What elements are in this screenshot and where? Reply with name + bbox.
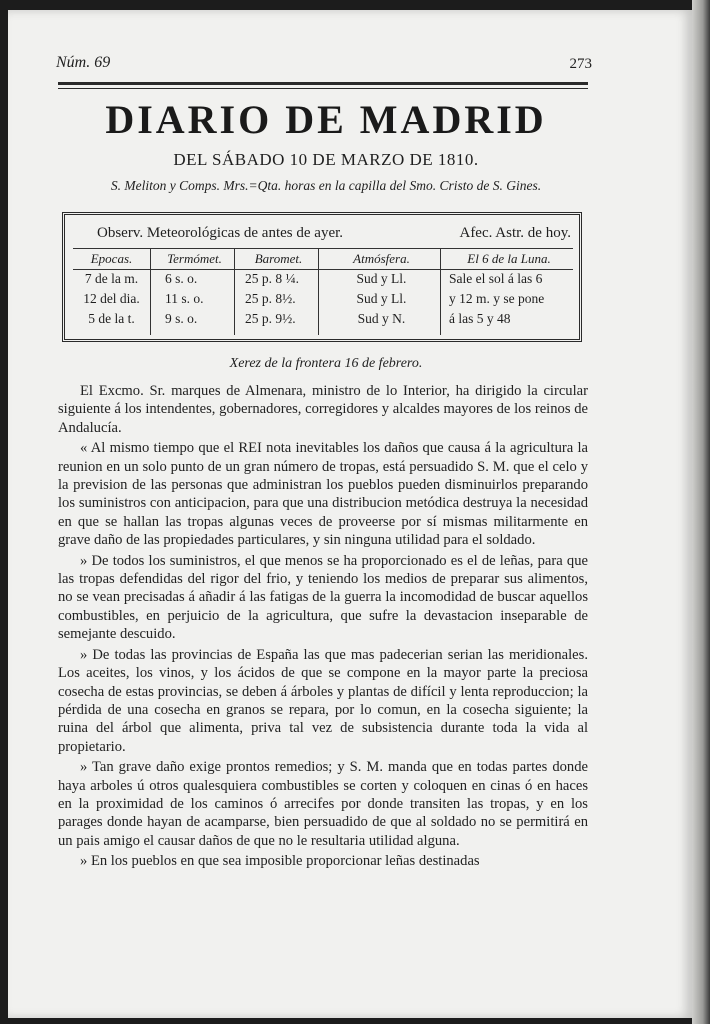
table-cell: 9 s. o. (165, 311, 198, 326)
paragraph: » De todos los suministros, el que menos se ha proporcionado es el de leñas, para que las tropas defendidas del rigor del frio, y teniendo los medios de preparar sus alimentos, no se vean precisadas á añadir á las fatigas de la guerra la incomodidad de buscar aquellos combustibles, en perjuicio de la agricultura, que sufre la devastacion inseparable de semejante descuido. (58, 552, 588, 643)
article-body (58, 382, 588, 871)
column-header: Termómet. (167, 251, 222, 266)
issue-date: DEL SÁBADO 10 DE MARZO DE 1810. (173, 150, 479, 169)
saints-of-day: S. Meliton y Comps. Mrs.=Qta. horas en la capilla del Smo. Cristo de S. Gines. (110, 178, 542, 193)
paragraph: El Excmo. Sr. marques de Almenara, ministro de lo Interior, ha dirigido la circular siguiente á los intendentes, gobernadores, corregidores y alcaldes mayores de los reinos de Andalucía. (58, 383, 588, 436)
newspaper-page (8, 10, 692, 1018)
table-cell: Sud y Ll. (356, 271, 407, 286)
header-rule-thin (58, 88, 588, 89)
table-cell: 7 de la m. (84, 271, 139, 286)
page-header (56, 54, 592, 80)
table-cell: Sale el sol á las 6 (449, 271, 543, 286)
issue-number: Núm. 69 (56, 54, 111, 71)
page-spine-shadow (692, 0, 710, 1024)
weather-table (62, 212, 582, 342)
column-luna (445, 249, 573, 335)
column-header: Atmósfera. (353, 251, 410, 266)
article-dateline: Xerez de la frontera 16 de febrero. (229, 356, 423, 371)
page-number: 273 (569, 56, 592, 72)
paragraph: « Al mismo tiempo que el REI nota inevitables los daños que causa á la agricultura la reunion en un solo punto de un gran número de tropas, está persuadido S. M. que el celo y la prevision de las personas que administran los pueblos pueden disminuirlos preparando los suministros con anticipacion, para que una distribucion metódica destruya la necesidad en que se hallan las tropas algunas veces de proveerse por sí mismas militarmente en grave daño de las propiedades particulares, y sin ninguna utilidad para el soldado. (58, 440, 588, 549)
column-header: Baromet. (254, 251, 303, 266)
masthead-title: DIARIO DE MADRID (105, 97, 547, 142)
weather-heading-observations: Observ. Meteorológicas de antes de ayer. (97, 225, 344, 241)
table-cell: 25 p. 8 ¼. (245, 271, 299, 286)
paragraph: » Tan grave daño exige prontos remedios; y S. M. manda que en todas partes donde haya arboles ú otros qualesquiera combustibles se corten y coloquen en cinas ó en haces en la proximidad de los caminos ó arrecifes por donde transiten las tropas, y en los parages donde hayan de acamparse, bien persuadido de que al soldado no se permitirá en un pais amigo el causar daños de que no le resultaria utilidad alguna. (58, 759, 588, 849)
table-cell: 6 s. o. (165, 271, 198, 286)
column-termometro (155, 249, 235, 335)
header-rule-thick (58, 82, 588, 85)
column-header: El 6 de la Luna. (467, 251, 551, 266)
table-cell: á las 5 y 48 (449, 311, 511, 326)
table-cell: 25 p. 9½. (245, 311, 296, 326)
table-cell: Sud y Ll. (356, 291, 407, 306)
table-cell: y 12 m. y se pone (449, 291, 545, 306)
table-cell: 25 p. 8½. (245, 291, 296, 306)
column-epocas (73, 249, 151, 335)
column-atmosfera (323, 249, 441, 335)
column-header: Epocas. (90, 251, 133, 266)
table-cell: Sud y N. (357, 311, 406, 326)
weather-heading-astronomy: Afec. Astr. de hoy. (459, 225, 571, 241)
paragraph: » De todas las provincias de España las que mas padecerian serian las meridionales. Los aceites, los vinos, y los ácidos de que se compone en la mayor parte la preciosa cosecha de estas provincias, se deben á árboles y plantas de difícil y lenta reproduccion; la pérdida de una cosecha en granos se repara, por lo comun, en la cosecha siguiente; la ruina del árbol que alimenta, priva tal vez de subsistencia durante toda la vida al propietario. (58, 646, 588, 755)
table-cell: 12 del dia. (83, 291, 140, 306)
weather-columns (73, 249, 573, 335)
table-cell: 11 s. o. (165, 291, 204, 306)
weather-table-heading (73, 221, 573, 247)
paragraph: » En los pueblos en que sea imposible proporcionar leñas destinadas (80, 853, 480, 870)
table-cell: 5 de la t. (88, 311, 135, 326)
column-barometro (239, 249, 319, 335)
